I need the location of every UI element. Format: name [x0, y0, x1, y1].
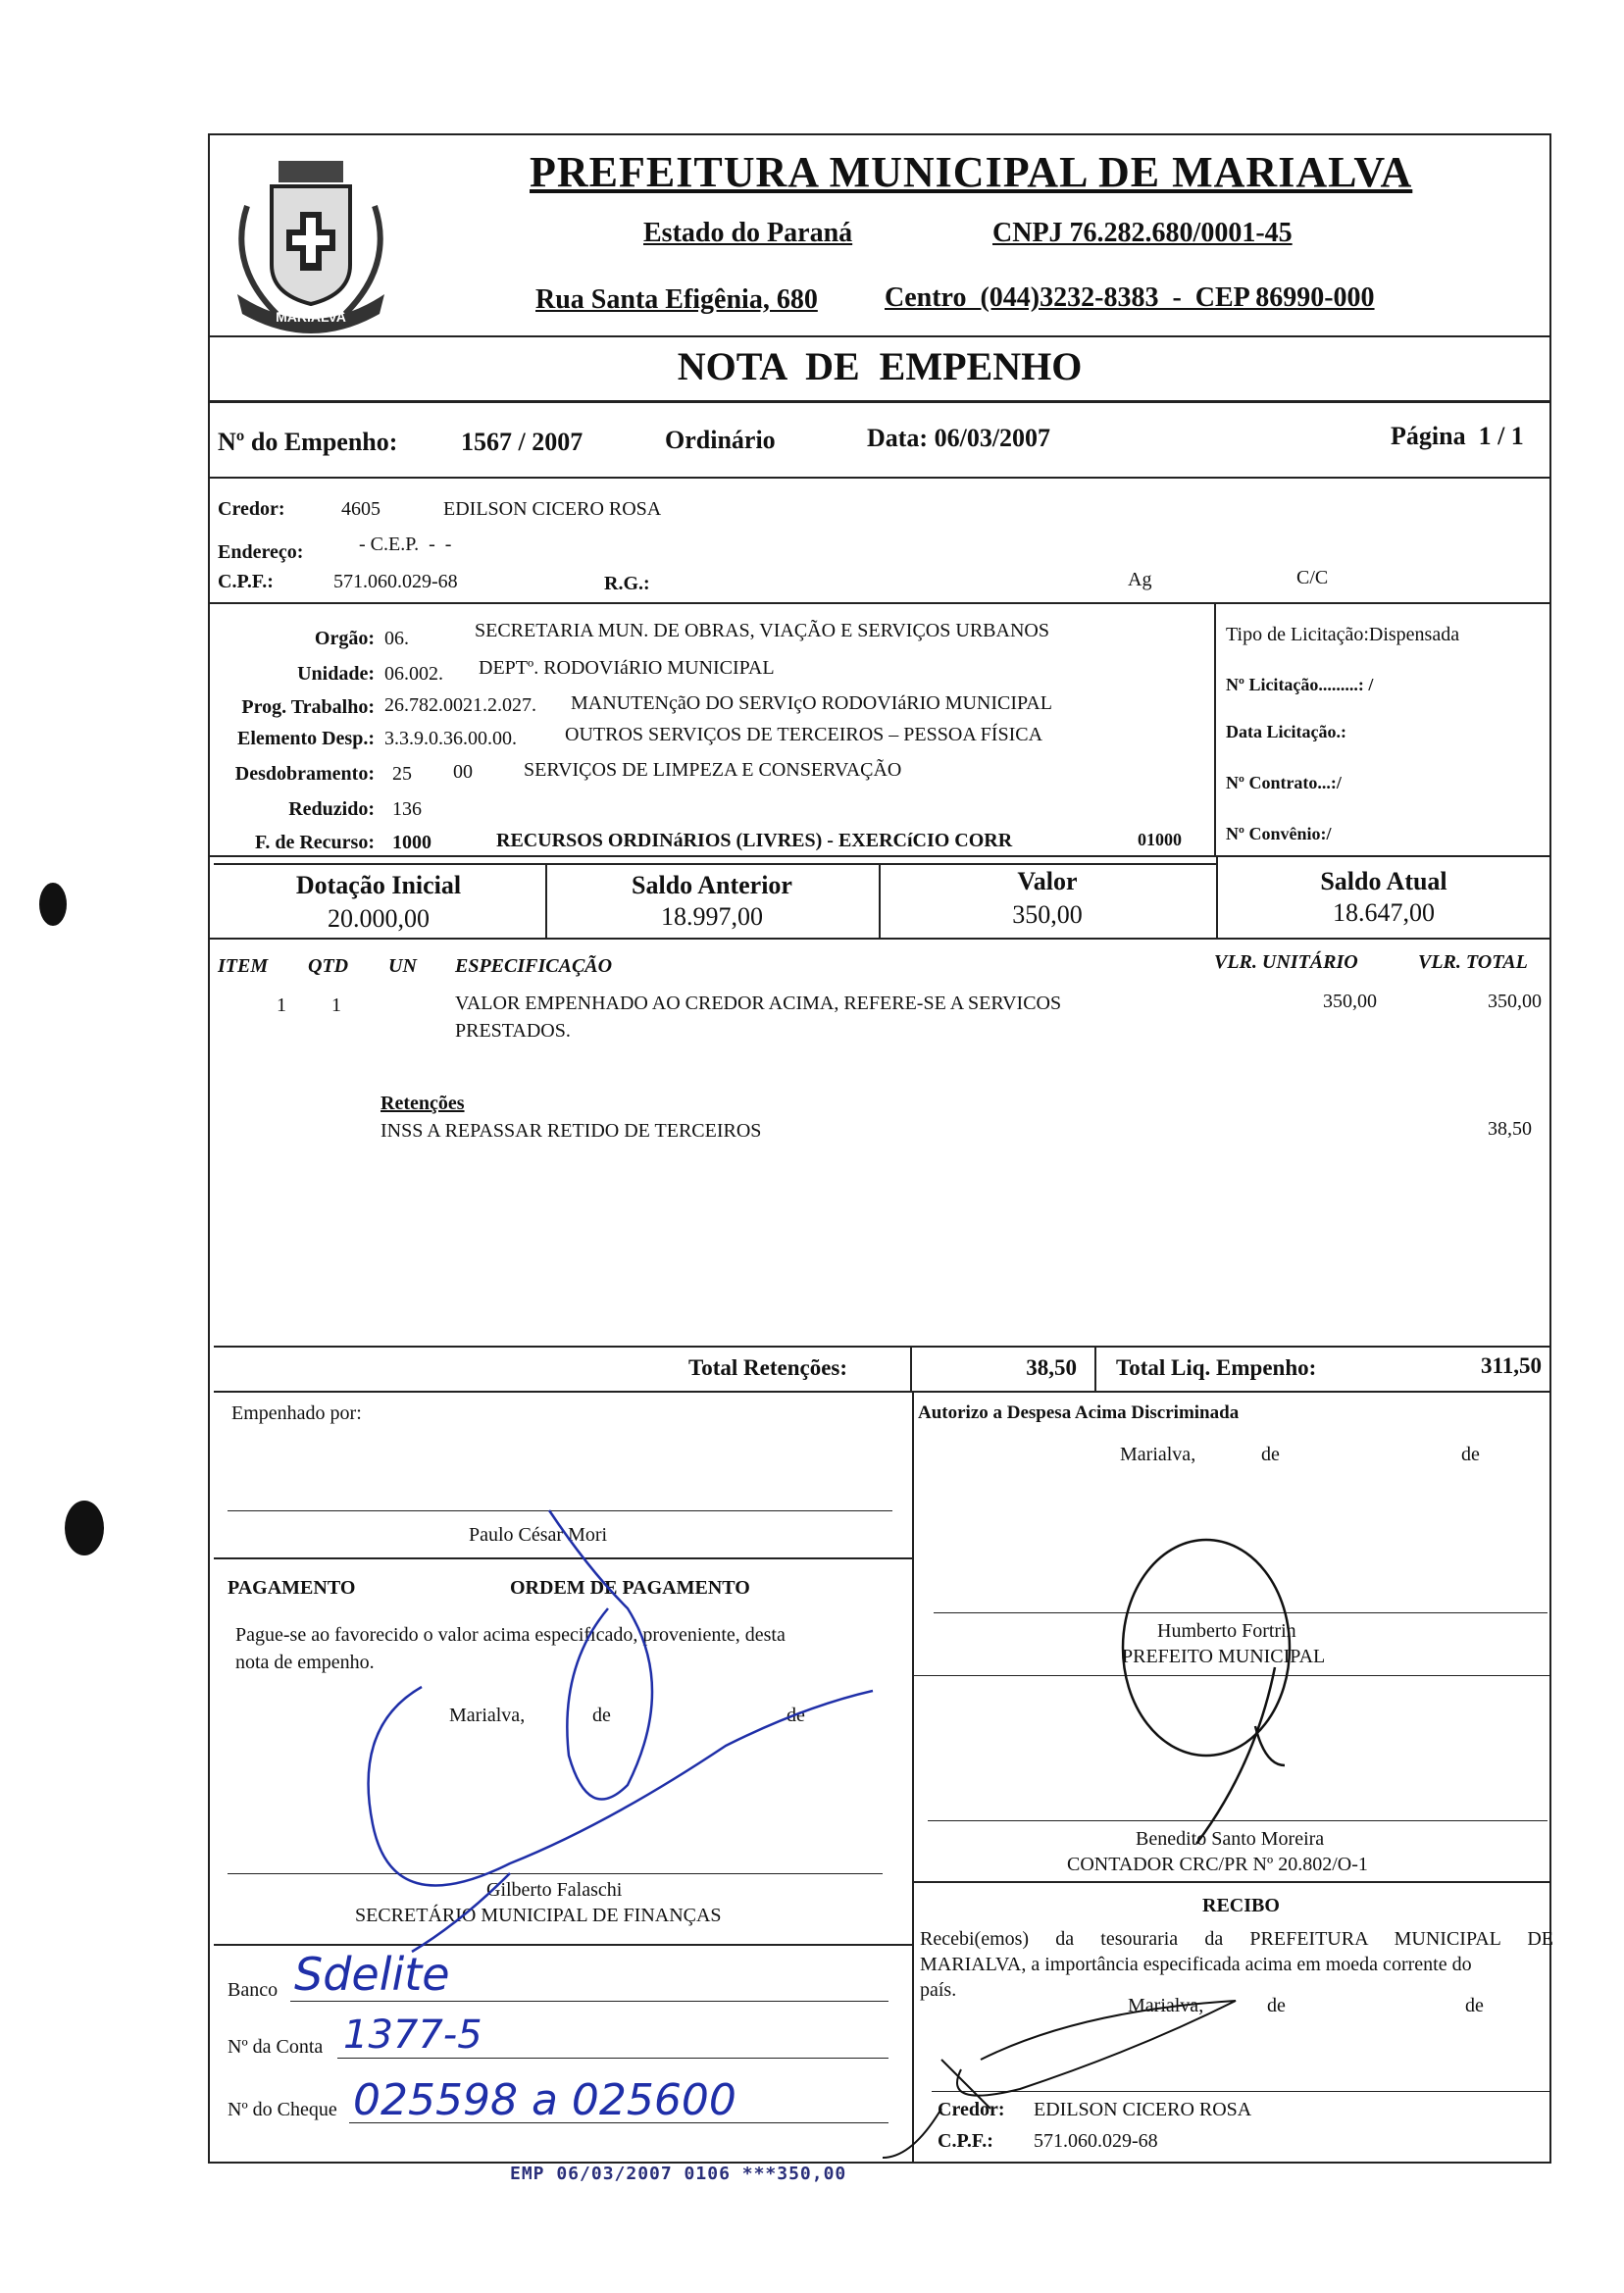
- header-state: Estado do Paraná: [643, 218, 853, 248]
- desdobramento-b: 00: [453, 761, 473, 783]
- cheque-value: 025598 a 025600: [353, 2075, 736, 2125]
- crest-text: MARIALVA: [276, 309, 346, 325]
- page-indicator: Página 1 / 1: [1391, 422, 1524, 450]
- recurso-num: 01000: [1138, 830, 1182, 849]
- conta-value: 1377-5: [343, 2013, 482, 2058]
- row-qtd: 1: [331, 994, 341, 1016]
- recurso-code: 1000: [392, 832, 431, 853]
- prefeito-title: PREFEITO MUNICIPAL: [1122, 1646, 1326, 1667]
- pagamento-de1: de: [592, 1705, 611, 1726]
- autorizo-de2: de: [1461, 1444, 1480, 1465]
- header-contact: Centro (044)3232-8383 - CEP 86990-000: [885, 282, 1375, 313]
- recurso-desc: RECURSOS ORDINáRIOS (LIVRES) - EXERCíCIO CORR: [496, 830, 1013, 851]
- cpf-label: C.P.F.:: [218, 571, 274, 592]
- autorizo-de1: de: [1261, 1444, 1280, 1465]
- col-spec: ESPECIFICAÇÃO: [455, 955, 613, 977]
- total-liq-value: 311,50: [1481, 1353, 1542, 1378]
- atual-value: 18.647,00: [1333, 898, 1435, 927]
- pagamento-label: PAGAMENTO: [228, 1577, 356, 1599]
- col-item: ITEM: [218, 955, 269, 977]
- total-liq-label: Total Liq. Empenho:: [1116, 1355, 1317, 1380]
- header-cnpj: CNPJ 76.282.680/0001-45: [992, 218, 1293, 248]
- endereco-value: - C.E.P. - -: [359, 534, 452, 555]
- contador-name: Benedito Santo Moreira: [1136, 1828, 1325, 1850]
- recibo-cpf: 571.060.029-68: [1034, 2130, 1158, 2152]
- prog-desc: MANUTENçãO DO SERVIçO RODOVIáRIO MUNICIPAL: [571, 692, 1052, 714]
- licitacao-numero: Nº Licitação.........: /: [1226, 675, 1374, 694]
- row-total: 350,00: [1488, 991, 1542, 1012]
- signature-secretario: [369, 1510, 873, 1952]
- licitacao-convenio: Nº Convênio:/: [1226, 824, 1332, 843]
- anterior-label: Saldo Anterior: [632, 871, 792, 899]
- orgao-code: 06.: [384, 628, 409, 649]
- secretario-title: SECRETÁRIO MUNICIPAL DE FINANÇAS: [355, 1905, 722, 1926]
- licitacao-data: Data Licitação.:: [1226, 722, 1346, 741]
- valor-label: Valor: [1017, 867, 1078, 895]
- prog-code: 26.782.0021.2.027.: [384, 694, 536, 716]
- unidade-code: 06.002.: [384, 663, 443, 685]
- recibo-de1: de: [1267, 1995, 1286, 2016]
- atual-label: Saldo Atual: [1320, 867, 1447, 895]
- orgao-desc: SECRETARIA MUN. DE OBRAS, VIAÇÃO E SERVIÇOS URBANOS: [475, 620, 1049, 641]
- total-retencoes-value: 38,50: [1026, 1355, 1077, 1380]
- desdobramento-label: Desdobramento:: [234, 763, 375, 785]
- doc-title: NOTA DE EMPENHO: [677, 344, 1083, 388]
- row-spec-line2: PRESTADOS.: [455, 1020, 571, 1042]
- valor-value: 350,00: [1012, 900, 1083, 929]
- unidade-label: Unidade:: [297, 663, 375, 685]
- recibo-de2: de: [1465, 1995, 1484, 2016]
- credor-label: Credor:: [218, 498, 285, 520]
- ag-label: Ag: [1128, 569, 1152, 590]
- signature-prefeito: [1123, 1540, 1290, 1844]
- col-un: UN: [388, 955, 417, 977]
- recibo-cpf-label: C.P.F.:: [938, 2130, 993, 2152]
- ordem-label: ORDEM DE PAGAMENTO: [510, 1577, 750, 1599]
- recibo-text-3: país.: [920, 1979, 957, 2001]
- row-unit: 350,00: [1323, 991, 1377, 1012]
- credor-code: 4605: [341, 498, 381, 520]
- autorizo-city: Marialva,: [1120, 1444, 1196, 1465]
- retencoes-label: Retenções: [381, 1093, 465, 1114]
- cheque-label: Nº do Cheque: [228, 2099, 337, 2120]
- rg-label: R.G.:: [604, 573, 650, 594]
- recibo-credor-label: Credor:: [938, 2099, 1005, 2120]
- elemento-desc: OUTROS SERVIÇOS DE TERCEIROS – PESSOA FÍSICA: [565, 724, 1043, 745]
- signature-credor: [883, 2001, 1236, 2158]
- recibo-text-2: MARIALVA, a importância especificada acima em moeda corrente do: [920, 1954, 1472, 1975]
- pagamento-text-2: nota de empenho.: [235, 1652, 375, 1673]
- empenho-number: 1567 / 2007: [461, 428, 584, 456]
- retencao-value: 38,50: [1488, 1118, 1532, 1140]
- elemento-label: Elemento Desp.:: [237, 728, 375, 749]
- empenhado-label: Empenhado por:: [231, 1402, 362, 1424]
- recurso-label: F. de Recurso:: [254, 832, 375, 853]
- cpf-value: 571.060.029-68: [333, 571, 458, 592]
- dotacao-value: 20.000,00: [328, 904, 430, 933]
- licitacao-contrato: Nº Contrato...:/: [1226, 773, 1342, 792]
- conta-label: Nº da Conta: [228, 2036, 324, 2058]
- col-unit: VLR. UNITÁRIO: [1214, 951, 1358, 973]
- cc-label: C/C: [1296, 567, 1329, 588]
- dotacao-label: Dotação Inicial: [295, 871, 462, 899]
- total-retencoes-label: Total Retenções:: [688, 1355, 848, 1380]
- credor-name: EDILSON CICERO ROSA: [443, 498, 662, 520]
- desdobramento-a: 25: [392, 763, 412, 785]
- contador-title: CONTADOR CRC/PR Nº 20.802/O-1: [1067, 1854, 1368, 1875]
- header-title: PREFEITURA MUNICIPAL DE MARIALVA: [530, 148, 1413, 196]
- empenho-label: Nº do Empenho:: [218, 428, 398, 456]
- header-address: Rua Santa Efigênia, 680: [535, 284, 818, 315]
- reduzido-value: 136: [392, 798, 422, 820]
- row-item: 1: [277, 994, 286, 1016]
- anterior-value: 18.997,00: [661, 902, 763, 931]
- row-spec-line1: VALOR EMPENHADO AO CREDOR ACIMA, REFERE-SE A SERVICOS: [455, 993, 1062, 1014]
- recibo-city: Marialva,: [1128, 1995, 1204, 2016]
- reduzido-label: Reduzido:: [288, 798, 375, 820]
- pagamento-de2: de: [787, 1705, 805, 1726]
- desdobramento-desc: SERVIÇOS DE LIMPEZA E CONSERVAÇÃO: [524, 759, 902, 781]
- licitacao-tipo: Tipo de Licitação:Dispensada: [1226, 624, 1460, 645]
- prog-label: Prog. Trabalho:: [241, 696, 375, 718]
- col-total: VLR. TOTAL: [1418, 951, 1528, 973]
- bank-stamp: EMP 06/03/2007 0106 ***350,00: [510, 2164, 847, 2184]
- recibo-text-1: Recebi(emos) da tesouraria da PREFEITURA MUNICIPAL DE: [920, 1928, 1553, 1950]
- retencao-desc: INSS A REPASSAR RETIDO DE TERCEIROS: [381, 1120, 762, 1142]
- endereco-label: Endereço:: [218, 541, 304, 563]
- pagamento-text-1: Pague-se ao favorecido o valor acima especificado, proveniente, desta: [235, 1624, 786, 1646]
- recibo-label: RECIBO: [1202, 1895, 1280, 1916]
- pagamento-city: Marialva,: [449, 1705, 526, 1726]
- banco-value: Sdelite: [294, 1948, 450, 2001]
- empenhado-name: Paulo César Mori: [469, 1524, 608, 1546]
- recibo-credor-name: EDILSON CICERO ROSA: [1034, 2099, 1252, 2120]
- col-qtd: QTD: [308, 955, 349, 977]
- prefeito-name: Humberto Fortrin: [1157, 1620, 1296, 1642]
- unidade-desc: DEPTº. RODOVIáRIO MUNICIPAL: [479, 657, 775, 679]
- elemento-code: 3.3.9.0.36.00.00.: [384, 728, 517, 749]
- empenho-type: Ordinário: [665, 426, 776, 454]
- autorizo-label: Autorizo a Despesa Acima Discriminada: [918, 1402, 1240, 1423]
- secretario-name: Gilberto Falaschi: [486, 1879, 623, 1901]
- orgao-label: Orgão:: [314, 628, 375, 649]
- empenho-date: Data: 06/03/2007: [867, 424, 1051, 452]
- banco-label: Banco: [228, 1979, 279, 2001]
